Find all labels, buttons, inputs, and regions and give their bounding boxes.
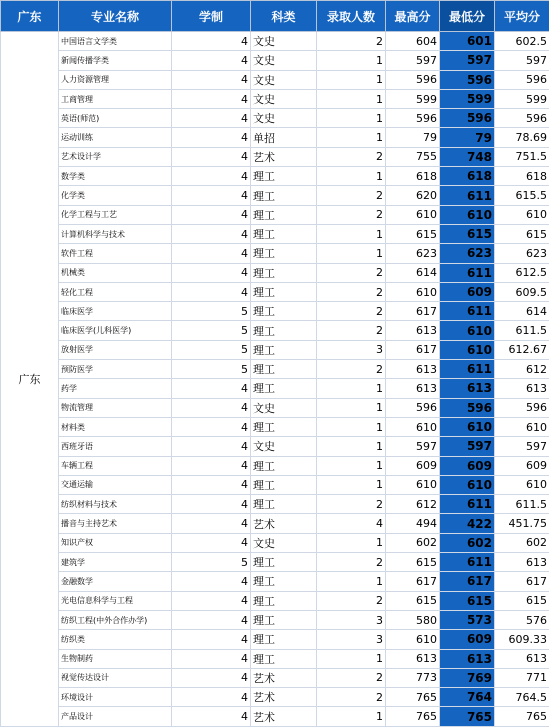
table-row [1,167,549,186]
category-cell[interactable]: 文史 [251,32,317,51]
years-cell[interactable]: 4 [172,630,251,649]
category-cell[interactable]: 理工 [251,456,317,475]
min-score-cell[interactable]: 613 [440,379,495,398]
years-cell[interactable]: 5 [172,340,251,359]
avg-score-cell[interactable]: 611.5 [495,495,549,514]
admitted-cell[interactable]: 1 [317,456,386,475]
min-score-cell[interactable]: 610 [440,417,495,436]
years-cell[interactable]: 4 [172,417,251,436]
avg-score-cell[interactable]: 614 [495,302,549,321]
min-score-cell[interactable]: 596 [440,398,495,417]
category-cell[interactable]: 艺术 [251,514,317,533]
admitted-cell[interactable]: 1 [317,379,386,398]
avg-score-cell[interactable]: 610 [495,205,549,224]
years-cell[interactable]: 4 [172,591,251,610]
avg-score-cell[interactable]: 612.5 [495,263,549,282]
table-row [1,514,549,533]
category-cell[interactable]: 理工 [251,205,317,224]
avg-score-cell[interactable]: 596 [495,398,549,417]
admitted-cell[interactable]: 2 [317,360,386,379]
years-cell[interactable]: 4 [172,398,251,417]
major-cell[interactable]: 建筑学 [59,553,172,572]
table-row [1,475,549,494]
max-score-cell[interactable]: 610 [386,417,440,436]
years-cell[interactable]: 4 [172,147,251,166]
min-score-cell[interactable]: 611 [440,495,495,514]
years-cell[interactable]: 4 [172,514,251,533]
header-min[interactable]: 最低分 [440,1,495,32]
avg-score-cell[interactable]: 613 [495,379,549,398]
category-cell[interactable]: 文史 [251,533,317,552]
years-cell[interactable]: 4 [172,572,251,591]
min-score-cell[interactable]: 610 [440,205,495,224]
table-row [1,302,549,321]
min-score-cell[interactable]: 609 [440,456,495,475]
major-cell[interactable]: 播音与主持艺术 [59,514,172,533]
avg-score-cell[interactable]: 451.75 [495,514,549,533]
min-score-cell[interactable]: 748 [440,147,495,166]
admitted-cell[interactable]: 2 [317,688,386,707]
avg-score-cell[interactable]: 611.5 [495,321,549,340]
admitted-cell[interactable]: 1 [317,70,386,89]
category-cell[interactable]: 理工 [251,379,317,398]
max-score-cell[interactable]: 623 [386,244,440,263]
years-cell[interactable]: 4 [172,668,251,687]
table-row [1,379,549,398]
years-cell[interactable]: 4 [172,186,251,205]
major-cell[interactable]: 车辆工程 [59,456,172,475]
admitted-cell[interactable]: 3 [317,340,386,359]
admitted-cell[interactable]: 1 [317,51,386,70]
min-score-cell[interactable]: 610 [440,475,495,494]
max-score-cell[interactable]: 613 [386,360,440,379]
admitted-cell[interactable]: 1 [317,649,386,668]
min-score-cell[interactable]: 611 [440,360,495,379]
admitted-cell[interactable]: 2 [317,591,386,610]
max-score-cell[interactable]: 602 [386,533,440,552]
category-cell[interactable]: 文史 [251,437,317,456]
min-score-cell[interactable]: 611 [440,302,495,321]
major-cell[interactable]: 光电信息科学与工程 [59,591,172,610]
max-score-cell[interactable]: 610 [386,630,440,649]
major-cell[interactable]: 中国语言文学类 [59,32,172,51]
category-cell[interactable]: 理工 [251,244,317,263]
max-score-cell[interactable]: 494 [386,514,440,533]
major-cell[interactable]: 软件工程 [59,244,172,263]
admitted-cell[interactable]: 2 [317,186,386,205]
max-score-cell[interactable]: 615 [386,224,440,243]
max-score-cell[interactable]: 599 [386,89,440,108]
min-score-cell[interactable]: 573 [440,610,495,629]
avg-score-cell[interactable]: 764.5 [495,688,549,707]
max-score-cell[interactable]: 617 [386,572,440,591]
avg-score-cell[interactable]: 609 [495,456,549,475]
table-row [1,51,549,70]
category-cell[interactable]: 理工 [251,649,317,668]
min-score-cell[interactable]: 597 [440,437,495,456]
table-row [1,186,549,205]
admitted-cell[interactable]: 4 [317,514,386,533]
min-score-cell[interactable]: 609 [440,282,495,301]
avg-score-cell[interactable]: 609.5 [495,282,549,301]
years-cell[interactable]: 5 [172,553,251,572]
min-score-cell[interactable]: 764 [440,688,495,707]
avg-score-cell[interactable]: 609.33 [495,630,549,649]
major-cell[interactable]: 材料类 [59,417,172,436]
category-cell[interactable]: 文史 [251,70,317,89]
major-cell[interactable]: 产品设计 [59,707,172,726]
admitted-cell[interactable]: 2 [317,321,386,340]
avg-score-cell[interactable]: 78.69 [495,128,549,147]
table-row [1,610,549,629]
major-cell[interactable]: 纺织工程(中外合作办学) [59,610,172,629]
years-cell[interactable]: 4 [172,128,251,147]
min-score-cell[interactable]: 602 [440,533,495,552]
admitted-cell[interactable]: 1 [317,128,386,147]
max-score-cell[interactable]: 596 [386,70,440,89]
table-row [1,437,549,456]
years-cell[interactable]: 4 [172,649,251,668]
years-cell[interactable]: 4 [172,437,251,456]
major-cell[interactable]: 计算机科学与技术 [59,224,172,243]
admitted-cell[interactable]: 1 [317,224,386,243]
min-score-cell[interactable]: 623 [440,244,495,263]
header-category[interactable]: 科类 [251,1,317,32]
years-cell[interactable]: 4 [172,224,251,243]
major-cell[interactable]: 临床医学(儿科医学) [59,321,172,340]
min-score-cell[interactable]: 596 [440,70,495,89]
min-score-cell[interactable]: 610 [440,340,495,359]
admitted-cell[interactable]: 2 [317,553,386,572]
admitted-cell[interactable]: 1 [317,417,386,436]
min-score-cell[interactable]: 611 [440,186,495,205]
avg-score-cell[interactable]: 613 [495,553,549,572]
category-cell[interactable]: 理工 [251,610,317,629]
avg-score-cell[interactable]: 623 [495,244,549,263]
admitted-cell[interactable]: 3 [317,610,386,629]
category-cell[interactable]: 文史 [251,109,317,128]
table-row [1,572,549,591]
category-cell[interactable]: 艺术 [251,147,317,166]
avg-score-cell[interactable]: 612.67 [495,340,549,359]
admitted-cell[interactable]: 1 [317,89,386,108]
years-cell[interactable]: 4 [172,688,251,707]
category-cell[interactable]: 单招 [251,128,317,147]
major-cell[interactable]: 西班牙语 [59,437,172,456]
category-cell[interactable]: 理工 [251,475,317,494]
avg-score-cell[interactable]: 617 [495,572,549,591]
max-score-cell[interactable]: 596 [386,109,440,128]
min-score-cell[interactable]: 79 [440,128,495,147]
admitted-cell[interactable]: 1 [317,398,386,417]
min-score-cell[interactable]: 769 [440,668,495,687]
avg-score-cell[interactable]: 765 [495,707,549,726]
years-cell[interactable]: 4 [172,456,251,475]
min-score-cell[interactable]: 615 [440,591,495,610]
avg-score-cell[interactable]: 618 [495,167,549,186]
avg-score-cell[interactable]: 615.5 [495,186,549,205]
avg-score-cell[interactable]: 610 [495,475,549,494]
category-cell[interactable]: 理工 [251,591,317,610]
max-score-cell[interactable]: 615 [386,553,440,572]
max-score-cell[interactable]: 596 [386,398,440,417]
major-cell[interactable]: 视觉传达设计 [59,668,172,687]
admitted-cell[interactable]: 1 [317,572,386,591]
years-cell[interactable]: 4 [172,707,251,726]
category-cell[interactable]: 理工 [251,360,317,379]
admitted-cell[interactable]: 2 [317,205,386,224]
category-cell[interactable]: 理工 [251,553,317,572]
years-cell[interactable]: 4 [172,263,251,282]
min-score-cell[interactable]: 618 [440,167,495,186]
category-cell[interactable]: 理工 [251,167,317,186]
table-row [1,553,549,572]
category-cell[interactable]: 理工 [251,186,317,205]
min-score-cell[interactable]: 615 [440,224,495,243]
header-row [1,1,549,32]
major-cell[interactable]: 机械类 [59,263,172,282]
table-row [1,147,549,166]
max-score-cell[interactable]: 610 [386,205,440,224]
avg-score-cell[interactable]: 602 [495,533,549,552]
table-row [1,456,549,475]
table-row [1,70,549,89]
table-row [1,282,549,301]
admitted-cell[interactable]: 1 [317,109,386,128]
category-cell[interactable]: 文史 [251,51,317,70]
category-cell[interactable]: 文史 [251,398,317,417]
min-score-cell[interactable]: 599 [440,89,495,108]
category-cell[interactable]: 理工 [251,417,317,436]
category-cell[interactable]: 理工 [251,495,317,514]
avg-score-cell[interactable]: 612 [495,360,549,379]
max-score-cell[interactable]: 614 [386,263,440,282]
max-score-cell[interactable]: 580 [386,610,440,629]
header-max[interactable]: 最高分 [386,1,440,32]
admitted-cell[interactable]: 2 [317,302,386,321]
admitted-cell[interactable]: 2 [317,32,386,51]
table-row [1,244,549,263]
years-cell[interactable]: 4 [172,379,251,398]
table-row [1,224,549,243]
major-cell[interactable]: 知识产权 [59,533,172,552]
years-cell[interactable]: 4 [172,32,251,51]
min-score-cell[interactable]: 601 [440,32,495,51]
major-cell[interactable]: 放射医学 [59,340,172,359]
admitted-cell[interactable]: 1 [317,533,386,552]
province-cell[interactable]: 广东 [1,32,59,727]
admitted-cell[interactable]: 1 [317,244,386,263]
years-cell[interactable]: 5 [172,321,251,340]
admitted-cell[interactable]: 2 [317,263,386,282]
min-score-cell[interactable]: 610 [440,321,495,340]
table-row [1,263,549,282]
avg-score-cell[interactable]: 596 [495,70,549,89]
admitted-cell[interactable]: 1 [317,437,386,456]
max-score-cell[interactable]: 604 [386,32,440,51]
years-cell[interactable]: 4 [172,205,251,224]
major-cell[interactable]: 纺织类 [59,630,172,649]
major-cell[interactable]: 物流管理 [59,398,172,417]
major-cell[interactable]: 运动训练 [59,128,172,147]
major-cell[interactable]: 化学类 [59,186,172,205]
admitted-cell[interactable]: 1 [317,475,386,494]
min-score-cell[interactable]: 617 [440,572,495,591]
major-cell[interactable]: 数学类 [59,167,172,186]
admitted-cell[interactable]: 1 [317,167,386,186]
avg-score-cell[interactable]: 613 [495,649,549,668]
min-score-cell[interactable]: 765 [440,707,495,726]
max-score-cell[interactable]: 610 [386,282,440,301]
category-cell[interactable]: 艺术 [251,707,317,726]
major-cell[interactable]: 工商管理 [59,89,172,108]
max-score-cell[interactable]: 765 [386,707,440,726]
category-cell[interactable]: 艺术 [251,688,317,707]
max-score-cell[interactable]: 597 [386,51,440,70]
major-cell[interactable]: 交通运输 [59,475,172,494]
max-score-cell[interactable]: 610 [386,475,440,494]
category-cell[interactable]: 理工 [251,630,317,649]
table-row [1,707,549,726]
max-score-cell[interactable]: 597 [386,437,440,456]
admitted-cell[interactable]: 2 [317,147,386,166]
years-cell[interactable]: 4 [172,610,251,629]
table-row [1,533,549,552]
max-score-cell[interactable]: 613 [386,379,440,398]
major-cell[interactable]: 新闻传播学类 [59,51,172,70]
avg-score-cell[interactable]: 615 [495,224,549,243]
max-score-cell[interactable]: 609 [386,456,440,475]
min-score-cell[interactable]: 611 [440,263,495,282]
max-score-cell[interactable]: 620 [386,186,440,205]
major-cell[interactable]: 化学工程与工艺 [59,205,172,224]
major-cell[interactable]: 生物制药 [59,649,172,668]
years-cell[interactable]: 4 [172,89,251,108]
header-admitted[interactable]: 录取人数 [317,1,386,32]
table-row [1,32,549,51]
table-row [1,417,549,436]
category-cell[interactable]: 理工 [251,321,317,340]
category-cell[interactable]: 艺术 [251,668,317,687]
years-cell[interactable]: 5 [172,302,251,321]
avg-score-cell[interactable]: 596 [495,109,549,128]
years-cell[interactable]: 4 [172,109,251,128]
avg-score-cell[interactable]: 597 [495,437,549,456]
table-row [1,398,549,417]
min-score-cell[interactable]: 422 [440,514,495,533]
avg-score-cell[interactable]: 599 [495,89,549,108]
years-cell[interactable]: 4 [172,167,251,186]
avg-score-cell[interactable]: 602.5 [495,32,549,51]
category-cell[interactable]: 理工 [251,302,317,321]
max-score-cell[interactable]: 765 [386,688,440,707]
table-row [1,688,549,707]
admitted-cell[interactable]: 2 [317,668,386,687]
max-score-cell[interactable]: 618 [386,167,440,186]
category-cell[interactable]: 理工 [251,224,317,243]
table-row [1,495,549,514]
major-cell[interactable]: 英语(师范) [59,109,172,128]
table-row [1,668,549,687]
max-score-cell[interactable]: 612 [386,495,440,514]
header-major[interactable]: 专业名称 [59,1,172,32]
avg-score-cell[interactable]: 597 [495,51,549,70]
admitted-cell[interactable]: 1 [317,707,386,726]
years-cell[interactable]: 4 [172,70,251,89]
min-score-cell[interactable]: 596 [440,109,495,128]
min-score-cell[interactable]: 597 [440,51,495,70]
major-cell[interactable]: 预防医学 [59,360,172,379]
years-cell[interactable]: 5 [172,360,251,379]
table-row [1,630,549,649]
category-cell[interactable]: 理工 [251,572,317,591]
avg-score-cell[interactable]: 771 [495,668,549,687]
max-score-cell[interactable]: 755 [386,147,440,166]
major-cell[interactable]: 轻化工程 [59,282,172,301]
max-score-cell[interactable]: 617 [386,302,440,321]
table-row [1,649,549,668]
table-row [1,109,549,128]
max-score-cell[interactable]: 79 [386,128,440,147]
min-score-cell[interactable]: 611 [440,553,495,572]
max-score-cell[interactable]: 773 [386,668,440,687]
table-row [1,128,549,147]
table-row [1,321,549,340]
major-cell[interactable]: 金融数学 [59,572,172,591]
header-avg[interactable]: 平均分 [495,1,549,32]
avg-score-cell[interactable]: 751.5 [495,147,549,166]
min-score-cell[interactable]: 609 [440,630,495,649]
major-cell[interactable]: 环境设计 [59,688,172,707]
major-cell[interactable]: 艺术设计学 [59,147,172,166]
admitted-cell[interactable]: 2 [317,282,386,301]
max-score-cell[interactable]: 613 [386,321,440,340]
header-years[interactable]: 学制 [172,1,251,32]
avg-score-cell[interactable]: 615 [495,591,549,610]
major-cell[interactable]: 人力资源管理 [59,70,172,89]
years-cell[interactable]: 4 [172,282,251,301]
table-row [1,89,549,108]
major-cell[interactable]: 药学 [59,379,172,398]
header-province[interactable]: 广东 [1,1,59,32]
category-cell[interactable]: 理工 [251,282,317,301]
years-cell[interactable]: 4 [172,244,251,263]
max-score-cell[interactable]: 617 [386,340,440,359]
years-cell[interactable]: 4 [172,495,251,514]
avg-score-cell[interactable]: 610 [495,417,549,436]
category-cell[interactable]: 理工 [251,263,317,282]
major-cell[interactable]: 纺织材料与技术 [59,495,172,514]
major-cell[interactable]: 临床医学 [59,302,172,321]
category-cell[interactable]: 理工 [251,340,317,359]
table-row [1,360,549,379]
max-score-cell[interactable]: 615 [386,591,440,610]
table-row [1,205,549,224]
years-cell[interactable]: 4 [172,533,251,552]
admitted-cell[interactable]: 3 [317,630,386,649]
min-score-cell[interactable]: 613 [440,649,495,668]
table-row [1,591,549,610]
max-score-cell[interactable]: 613 [386,649,440,668]
years-cell[interactable]: 4 [172,475,251,494]
admitted-cell[interactable]: 2 [317,495,386,514]
avg-score-cell[interactable]: 576 [495,610,549,629]
years-cell[interactable]: 4 [172,51,251,70]
table-row [1,340,549,359]
category-cell[interactable]: 文史 [251,89,317,108]
